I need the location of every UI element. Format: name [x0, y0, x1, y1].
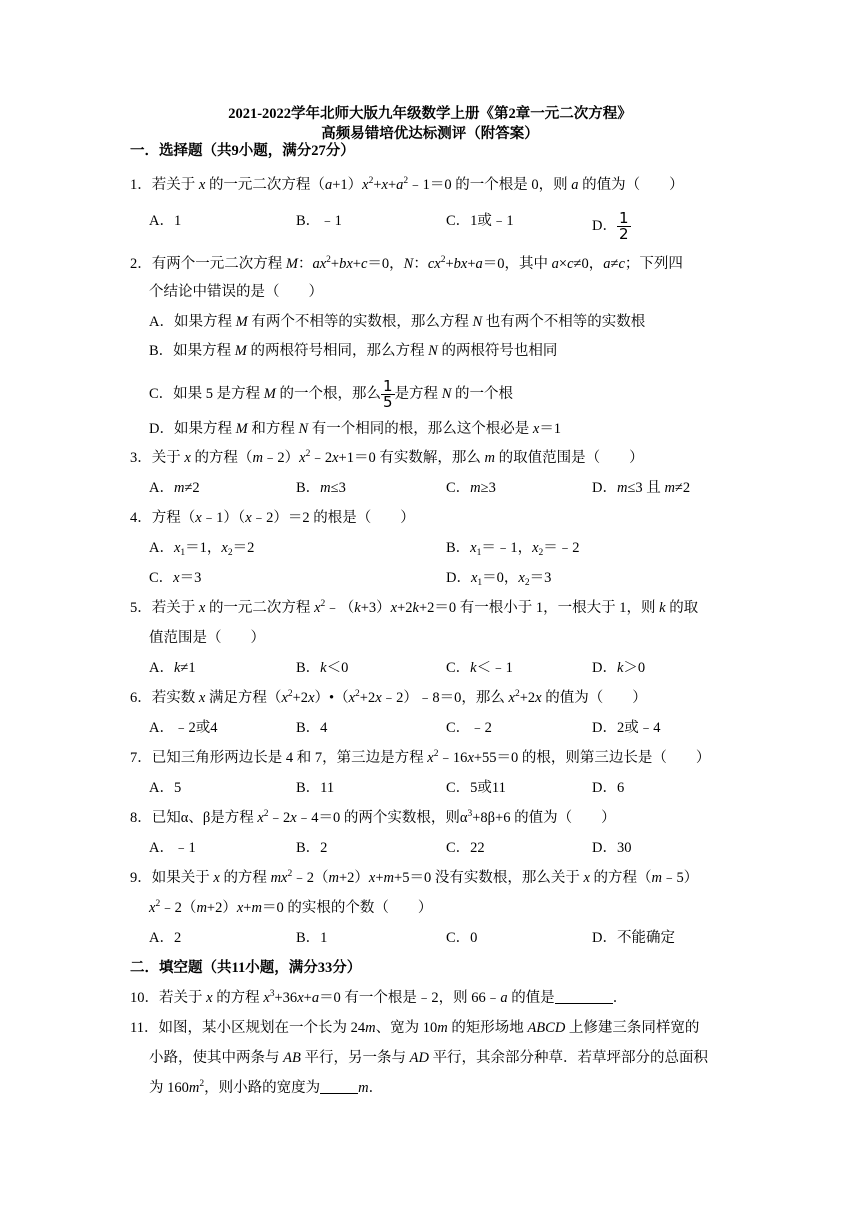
q1-option-d-label: D．	[592, 218, 617, 234]
q1-fraction-one-half: $\frac{1}{2}$	[618, 209, 629, 243]
q6-option-a: A．﹣2或4	[149, 720, 218, 736]
q5-option-b: B．k＜0	[296, 660, 349, 676]
doc-title-line1: 2021-2022学年北师大版九年级数学上册《第2章一元二次方程》	[228, 106, 632, 122]
q9-option-a: A．2	[149, 930, 182, 946]
q8-option-d: D．30	[592, 840, 632, 856]
q7-option-d: D．6	[592, 780, 625, 796]
q5-option-a: A．k≠1	[149, 660, 196, 676]
section-heading-choice: 一．选择题（共9小题，满分27分）	[130, 143, 355, 159]
q9-option-b: B．1	[296, 930, 328, 946]
section-heading-fill-in: 二．填空题（共11小题，满分33分）	[130, 960, 362, 976]
question-11-stem-line2: 小路，使其中两条与 AB 平行，另一条与 AD 平行，其余部分种草．若草坪部分的总面积	[149, 1050, 709, 1066]
question-10-stem: 10．若关于 x 的方程 $x^3+36x+a=0$ 有一个根是﹣2，则 66﹣a 的值是 ．	[130, 989, 628, 1006]
q2-option-c: C．如果 5 是方程 M 的一个根，那么 $\frac{1}{5}$ 是方程 N 的一个根	[149, 377, 513, 411]
q7-option-c: C．5或11	[446, 780, 506, 796]
question-5-stem-line1: 5．若关于 x 的一元二次方程 $x^2﹣(k+3)x+2k+2=0$ 有一根小于 1，一根大于 1，则 k 的取	[130, 599, 699, 616]
question-5-stem-line2: 值范围是（ ）	[149, 630, 265, 646]
question-1-stem: 1．若关于 x 的一元二次方程$(a+1)x^2+x+a^2﹣1=0$ 的一个根是 0，则 a 的值为（ ）	[130, 176, 684, 193]
q2-option-b: B．如果方程 M 的两根符号相同，那么方程 N 的两根符号也相同	[149, 343, 558, 359]
q6-option-b: B．4	[296, 720, 328, 736]
q11-answer-blank[interactable]	[320, 1079, 358, 1094]
question-2-stem-line1: 2．有两个一元二次方程 M：$ax^2+bx+c=0$，N：$cx^2+bx+a=0$，其中 a×c≠0，a≠c；下列四	[130, 255, 683, 272]
question-9-stem-line1: 9．如果关于 x 的方程 $mx^2﹣2(m+2)x+m+5=0$ 没有实数根，那么关于 x 的方程（m﹣5）	[130, 869, 699, 886]
question-9-stem-line2: $x^2﹣2(m+2)x+m=0$ 的实根的个数（ ）	[149, 899, 433, 916]
q8-option-a: A．﹣1	[149, 840, 196, 856]
q9-option-d: D．不能确定	[592, 930, 675, 946]
q10-answer-blank[interactable]	[555, 989, 613, 1004]
q6-option-c: C．﹣2	[446, 720, 492, 736]
question-7-stem: 7．已知三角形两边长是 4 和 7，第三边是方程 $x^2﹣16x+55=0$ 的根，则第三边长是（ ）	[130, 749, 711, 766]
question-11-stem-line3: 为 $160m^2$，则小路的宽度为 m．	[149, 1079, 384, 1096]
q8-option-b: B．2	[296, 840, 328, 856]
q5-option-c: C．k＜﹣1	[446, 660, 513, 676]
question-11-stem-line1: 11．如图，某小区规划在一个长为 24m、宽为 10m 的矩形场地 ABCD 上修建三条同样宽的	[130, 1020, 700, 1036]
doc-title-line2: 高频易错培优达标测评（附答案）	[321, 126, 539, 142]
q7-option-a: A．5	[149, 780, 182, 796]
q4-option-d: D．$x_1=0$，$x_2=3$	[446, 570, 552, 588]
question-3-stem: 3．关于 x 的方程$(m﹣2)x^2﹣2x+1=0$ 有实数解，那么 m 的取值范围是（ ）	[130, 449, 644, 466]
q3-option-c: C．m≥3	[446, 480, 496, 496]
q4-option-a: A．$x_1=1$，$x_2=2$	[149, 540, 255, 558]
q2-option-a: A．如果方程 M 有两个不相等的实数根，那么方程 N 也有两个不相等的实数根	[149, 314, 646, 330]
question-8-stem: 8．已知α、β是方程 $x^2﹣2x﹣4=0$ 的两个实数根，则$\alpha^3+8\beta+6$ 的值为（ ）	[130, 809, 616, 826]
question-2-stem-line2: 个结论中错误的是（ ）	[149, 284, 323, 300]
q1-option-b: B．﹣1	[296, 213, 342, 229]
q6-option-d: D．2或﹣4	[592, 720, 661, 736]
q1-option-a: A．1	[149, 213, 182, 229]
q5-option-d: D．k＞0	[592, 660, 646, 676]
q1-option-c: C．1或﹣1	[446, 213, 514, 229]
q4-option-b: B．$x_1=﹣1$，$x_2=﹣2$	[446, 540, 580, 558]
question-4-stem: 4．方程（x﹣1）（x﹣2）＝2 的根是（ ）	[130, 510, 415, 526]
q7-option-b: B．11	[296, 780, 335, 796]
q4-option-c: C．x＝3	[149, 570, 202, 586]
q3-option-b: B．m≤3	[296, 480, 346, 496]
q8-option-c: C．22	[446, 840, 485, 856]
q9-option-c: C．0	[446, 930, 478, 946]
q2-fraction-one-fifth: $\frac{1}{5}$	[383, 377, 393, 411]
question-6-stem: 6．若实数 x 满足方程$(x^2+2x)•(x^2+2x﹣2)﹣8=0$，那么 $x^2+2x$ 的值为（ ）	[130, 689, 647, 706]
q3-option-a: A．m≠2	[149, 480, 200, 496]
q2-option-d: D．如果方程 M 和方程 N 有一个相同的根，那么这个根必是 x＝1	[149, 421, 562, 437]
q3-option-d: D．m≤3 且 m≠2	[592, 480, 691, 496]
q1-option-d	[592, 211, 631, 242]
